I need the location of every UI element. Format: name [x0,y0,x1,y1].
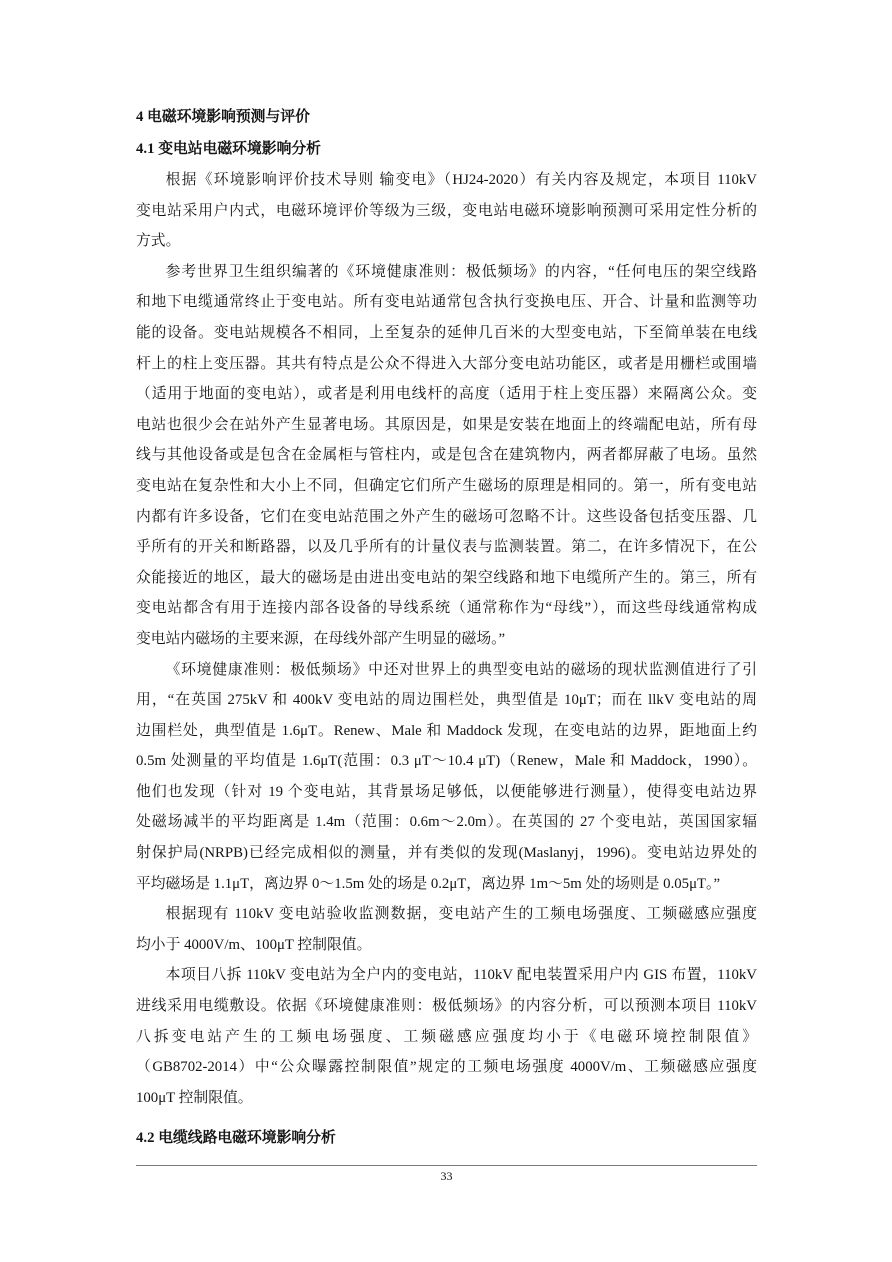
paragraph-line: 他们也发现（针对 19 个变电站，其背景场足够低，以便能够进行测量），使得变电站边界 [136,783,757,800]
paragraph [136,960,757,1113]
paragraph-line: 处磁场减半的平均距离是 1.4m（范围：0.6m～2.0m）。在英国的 27 个变电站，英国国家辐 [136,814,757,831]
paragraph-line: 平均磁场是 1.1μT，离边界 0～1.5m 处的场是 0.2μT，离边界 1m～5m 处的场则是 0.05μT。” [136,875,721,892]
chapter-heading: 4 电磁环境影响预测与评价 [136,109,310,125]
paragraph-line: 线与其他设备或是包含在金属柜与管柱内，或是包含在建筑物内，两者都屏蔽了电场。虽然 [136,447,757,464]
section-heading: 4.1 变电站电磁环境影响分析 [136,141,321,157]
paragraph-line: 乎所有的开关和断路器，以及几乎所有的计量仪表与监测装置。第二，在许多情况下，在公 [136,539,757,556]
paragraph-line: 参考世界卫生组织编著的《环境健康准则：极低频场》的内容，“任何电压的架空线路 [165,263,757,280]
paragraph-line: 变电站都含有用于连接内部各设备的导线系统（通常称作为“母线”），而这些母线通常构成 [136,600,757,617]
paragraph-line: 方式。 [136,233,181,250]
paragraph-line: 杆上的柱上变压器。其共有特点是公众不得进入大部分变电站功能区，或者是用栅栏或围墙 [136,355,757,372]
paragraph-line: 内都有许多设备，它们在变电站范围之外产生的磁场可忽略不计。这些设备包括变压器、几 [136,508,757,525]
page-body [136,101,757,1154]
paragraph-line: 《环境健康准则：极低频场》中还对世界上的典型变电站的磁场的现状监测值进行了引 [165,661,757,678]
paragraph [136,899,757,960]
paragraph [136,655,757,900]
paragraph-line: 均小于 4000V/m、100μT 控制限值。 [136,936,372,953]
paragraph-line: 边围栏处，典型值是 1.6μT。Renew、Male 和 Maddock 发现，在变电站的边界，距地面上约 [136,722,757,739]
section-heading: 4.2 电缆线路电磁环境影响分析 [136,1129,336,1146]
footer-divider [136,1165,757,1166]
paragraph-line: 根据《环境影响评价技术导则 输变电》（HJ24-2020）有关内容及规定，本项目 110kV [165,172,757,188]
paragraph-line: 进线采用电缆敷设。依据《环境健康准则：极低频场》的内容分析，可以预测本项目 110kV [136,998,757,1015]
page-number: 33 [440,1169,453,1183]
paragraph-line: 射保护局(NRPB)已经完成相似的测量，并有类似的发现(Maslanyj，1996)。变电站边界处的 [136,845,757,862]
paragraph-line: 和地下电缆通常终止于变电站。所有变电站通常包含执行变换电压、开合、计量和监测等功 [136,294,757,311]
paragraph-line: 用，“在英国 275kV 和 400kV 变电站的周边围栏处，典型值是 10μT；而在 llkV 变电站的周 [136,692,757,709]
paragraph-line: 能的设备。变电站规模各不相同，上至复杂的延伸几百米的大型变电站，下至简单装在电线 [136,324,757,341]
paragraph-line: 根据现有 110kV 变电站验收监测数据，变电站产生的工频电场强度、工频磁感应强度 [165,906,757,923]
paragraph-line: （适用于地面的变电站），或者是利用电线杆的高度（适用于柱上变压器）来隔离公众。变 [136,386,757,403]
paragraph-line: 八拆变电站产生的工频电场强度、工频磁感应强度均小于《电磁环境控制限值》 [136,1028,757,1045]
paragraph-line: （GB8702-2014）中“公众曝露控制限值”规定的工频电场强度 4000V/m、工频磁感应强度 [136,1059,757,1076]
paragraph-line: 本项目八拆 110kV 变电站为全户内的变电站，110kV 配电装置采用户内 GIS 布置，110kV [165,967,757,984]
paragraph [136,257,757,655]
paragraph-line: 变电站内磁场的主要来源，在母线外部产生明显的磁场。” [136,630,506,647]
paragraph-line: 100μT 控制限值。 [136,1089,253,1106]
paragraph [136,165,757,257]
paragraph-line: 变电站采用户内式，电磁环境评价等级为三级，变电站电磁环境影响预测可采用定性分析的 [136,202,757,219]
paragraph-line: 0.5m 处测量的平均值是 1.6μT(范围：0.3 μT～10.4 μT)（Renew，Male 和 Maddock，1990）。 [136,753,757,770]
paragraph-line: 变电站在复杂性和大小上不同，但确定它们所产生磁场的原理是相同的。第一，所有变电站 [136,477,757,494]
paragraph-line: 电站也很少会在站外产生显著电场。其原因是，如果是安装在地面上的终端配电站，所有母 [136,416,757,433]
paragraph-line: 众能接近的地区，最大的磁场是由进出变电站的架空线路和地下电缆所产生的。第三，所有 [136,569,757,586]
